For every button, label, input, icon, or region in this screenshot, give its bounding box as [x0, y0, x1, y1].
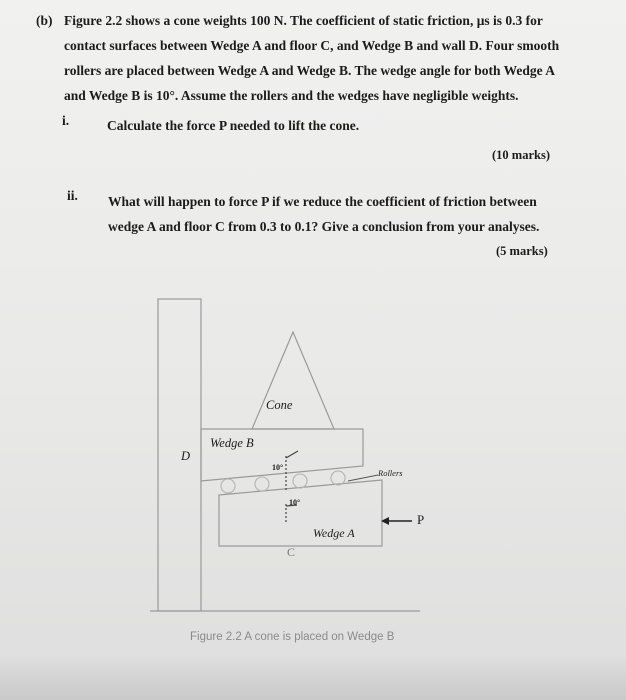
figure-caption: Figure 2.2 A cone is placed on Wedge B [190, 631, 395, 643]
cone [252, 332, 334, 429]
angle-top-label: 10° [272, 463, 284, 472]
force-p-label: P [417, 512, 425, 527]
wedge-a-label: Wedge A [313, 526, 355, 540]
sub-question-ii-marks: (5 marks) [496, 244, 548, 258]
sub-question-i-marks: (10 marks) [492, 148, 550, 162]
wedge-b-label: Wedge B [210, 436, 254, 450]
floor-c-label: C [287, 545, 296, 559]
sub-question-ii-line-2: wedge A and floor C from 0.3 to 0.1? Give a conclusion from your analyses. [108, 219, 540, 234]
question-line-2: contact surfaces between Wedge A and floor C, and Wedge B and wall D. Four smooth [64, 38, 560, 53]
rollers-label: Rollers [378, 468, 403, 478]
sub-question-ii-number: ii. [67, 188, 78, 203]
sub-question-i-number: i. [62, 113, 70, 128]
wedge-a [219, 480, 382, 546]
angle-ray-top [286, 451, 298, 458]
cone-label: Cone [266, 398, 293, 412]
roller [331, 471, 345, 485]
roller [255, 477, 269, 491]
angle-bottom-label: 10° [289, 498, 301, 507]
sub-question-ii-line-1: What will happen to force P if we reduce the coefficient of friction between [108, 194, 537, 209]
rollers-leader-line [348, 475, 378, 481]
question-line-1: Figure 2.2 shows a cone weights 100 N. The coefficient of static friction, μs is 0.3 for [64, 13, 543, 28]
part-label: (b) [36, 13, 53, 28]
bottom-shadow [0, 655, 626, 700]
wall-d [158, 299, 201, 611]
question-line-4: and Wedge B is 10°. Assume the rollers and the wedges have negligible weights. [64, 88, 519, 103]
wall-d-label: D [181, 449, 191, 463]
question-line-3: rollers are placed between Wedge A and Wedge B. The wedge angle for both Wedge A [64, 63, 556, 78]
roller [221, 479, 235, 493]
roller [293, 474, 307, 488]
sub-question-i-text: Calculate the force P needed to lift the cone. [107, 118, 360, 133]
